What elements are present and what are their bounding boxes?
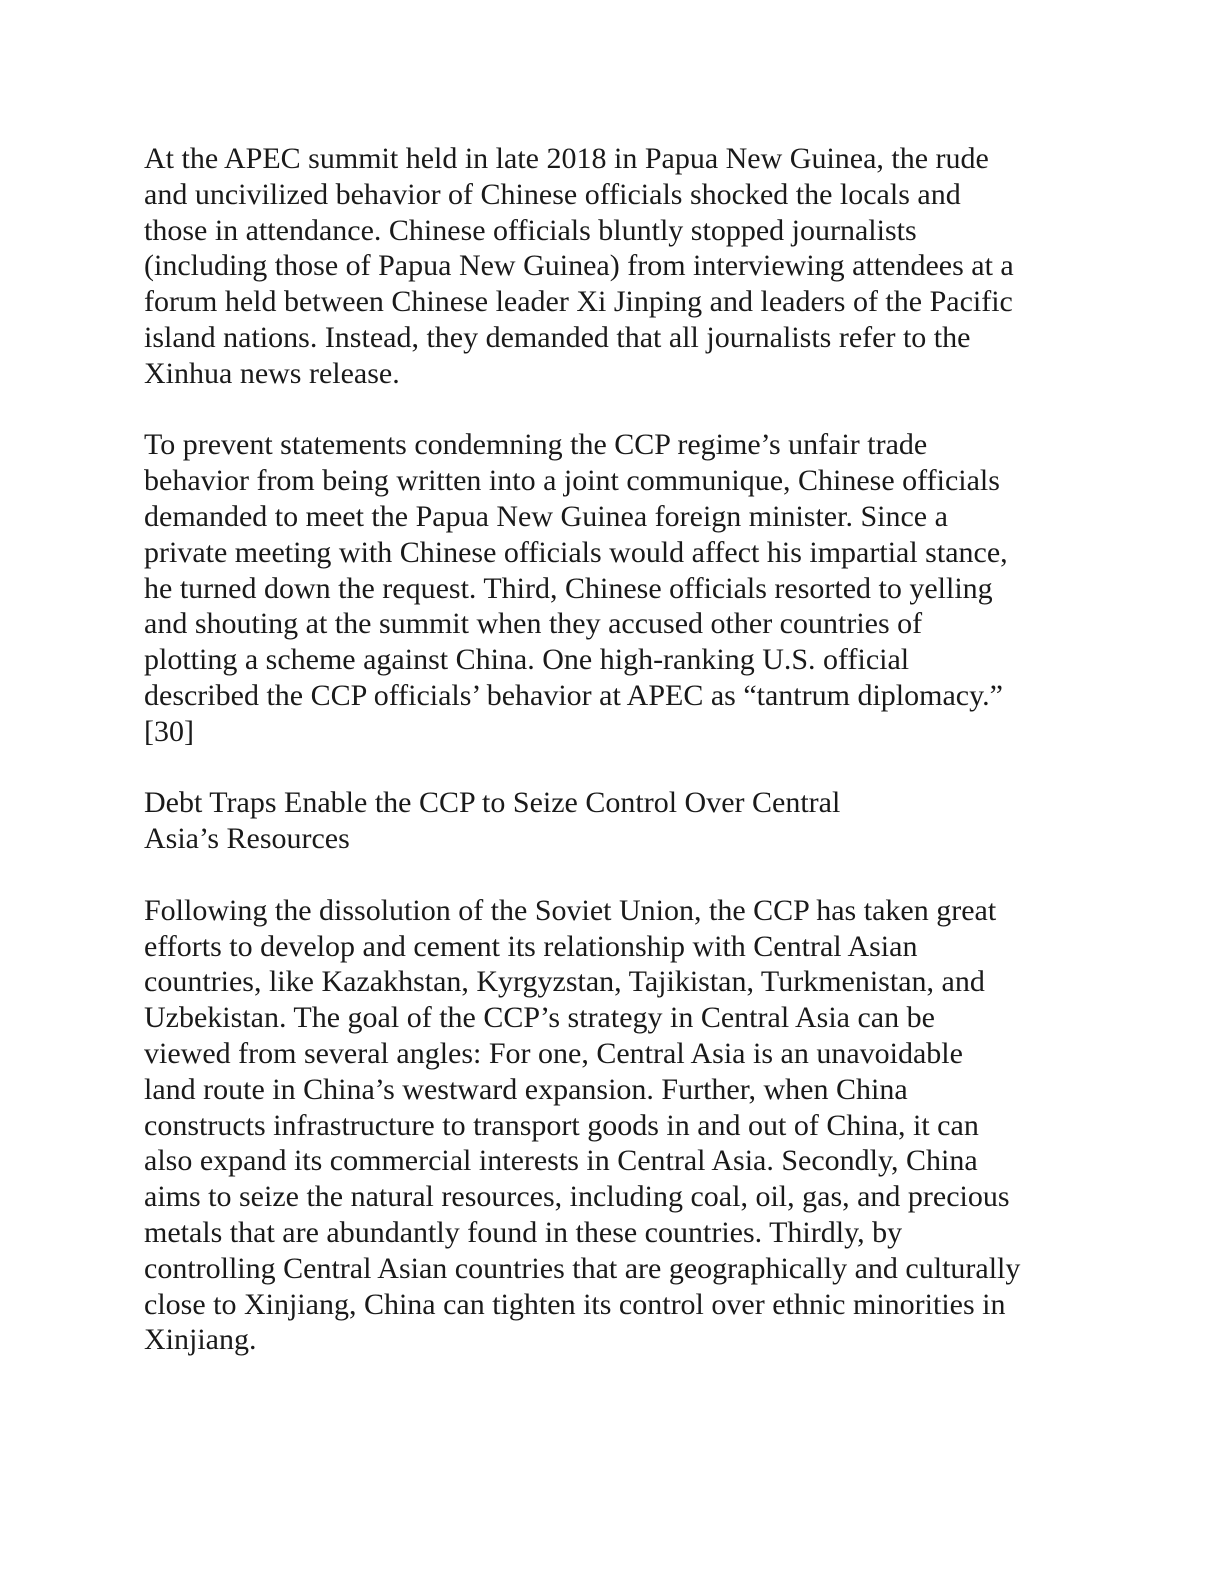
text-line: and shouting at the summit when they accused other countries of: [144, 607, 923, 641]
text-line: he turned down the request. Third, Chinese officials resorted to yelling: [144, 571, 993, 605]
text-line: and uncivilized behavior of Chinese officials shocked the locals and: [144, 177, 961, 211]
paragraph-central-asia: [144, 893, 1084, 1358]
footnote-reference: [30]: [144, 714, 194, 748]
text-line: Xinhua news release.: [144, 356, 400, 390]
text-line: Following the dissolution of the Soviet Union, the CCP has taken great: [144, 893, 997, 927]
text-line: also expand its commercial interests in Central Asia. Secondly, China: [144, 1144, 978, 1178]
document-body: [144, 141, 1084, 1394]
text-line: those in attendance. Chinese officials bluntly stopped journalists: [144, 213, 917, 247]
text-line: close to Xinjiang, China can tighten its control over ethnic minorities in: [144, 1287, 1006, 1321]
text-line: demanded to meet the Papua New Guinea foreign minister. Since a: [144, 499, 948, 533]
section-heading: [144, 785, 1084, 857]
text-line: behavior from being written into a joint communique, Chinese officials: [144, 464, 1000, 498]
text-line: To prevent statements condemning the CCP regime’s unfair trade: [144, 428, 928, 462]
paragraph-apec-summit: [144, 141, 1084, 392]
heading-line: Debt Traps Enable the CCP to Seize Control Over Central: [144, 786, 841, 820]
text-line: metals that are abundantly found in these countries. Thirdly, by: [144, 1215, 903, 1249]
text-line: forum held between Chinese leader Xi Jinping and leaders of the Pacific: [144, 285, 1013, 319]
text-line: (including those of Papua New Guinea) from interviewing attendees at a: [144, 249, 1014, 283]
text-line: efforts to develop and cement its relationship with Central Asian: [144, 929, 918, 963]
text-line: plotting a scheme against China. One high-ranking U.S. official: [144, 643, 910, 677]
text-line: Xinjiang.: [144, 1323, 257, 1357]
text-line: private meeting with Chinese officials would affect his impartial stance,: [144, 535, 1008, 569]
text-line: countries, like Kazakhstan, Kyrgyzstan, Tajikistan, Turkmenistan, and: [144, 965, 985, 999]
text-line: land route in China’s westward expansion. Further, when China: [144, 1072, 908, 1106]
heading-line: Asia’s Resources: [144, 822, 350, 856]
text-line: viewed from several angles: For one, Central Asia is an unavoidable: [144, 1036, 963, 1070]
text-line: described the CCP officials’ behavior at APEC as “tantrum diplomacy.”: [144, 678, 1003, 712]
text-line: controlling Central Asian countries that are geographically and culturally: [144, 1251, 1021, 1285]
text-line: island nations. Instead, they demanded that all journalists refer to the: [144, 320, 971, 354]
text-line: At the APEC summit held in late 2018 in Papua New Guinea, the rude: [144, 142, 989, 175]
text-line: aims to seize the natural resources, including coal, oil, gas, and precious: [144, 1180, 1010, 1214]
paragraph-joint-communique: [144, 427, 1084, 749]
text-line: constructs infrastructure to transport goods in and out of China, it can: [144, 1108, 979, 1142]
text-line: Uzbekistan. The goal of the CCP’s strategy in Central Asia can be: [144, 1001, 935, 1035]
